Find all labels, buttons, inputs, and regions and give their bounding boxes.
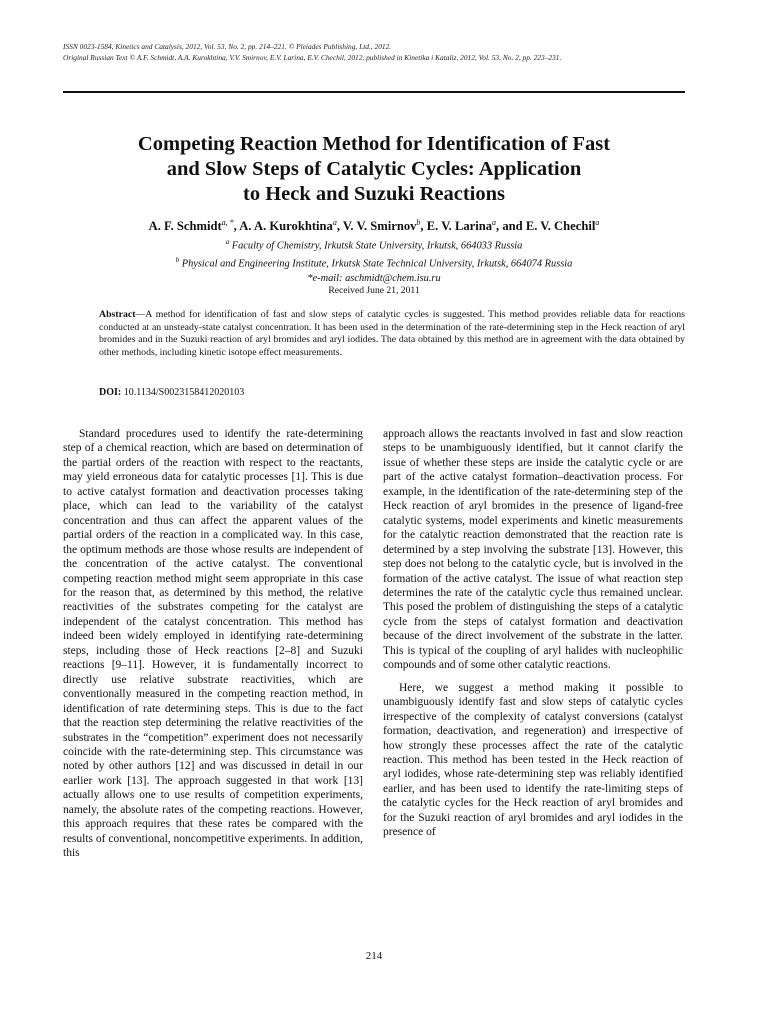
author-affil-mark: a bbox=[332, 218, 337, 227]
author-name: E. V. Larina bbox=[426, 219, 493, 234]
page-number: 214 bbox=[365, 950, 383, 962]
author-separator: , bbox=[336, 219, 343, 234]
author-affil-mark: a bbox=[492, 218, 497, 227]
author-affil-mark: a bbox=[595, 218, 600, 227]
abstract-text: —A method for identification of fast and slow steps of catalytic cycles is suggested. This method provides reliable data for reactions conducted at an unsteady-state catalyst concentration. It has been used in the determination of the rate-determining step in the Heck reaction of aryl bromides and in the Suzuki reaction of aryl bromides and aryl iodides. The data obtained by this method are in agreement with the data obtained by other methods, including kinetic isotope effect measurements. bbox=[99, 309, 685, 358]
affiliation-a-mark: a bbox=[225, 238, 230, 246]
journal-citation-line: ISSN 0023-1584, Kinetics and Catalysis, 2012, Vol. 53, No. 2, pp. 214–221. © Pleiades Publishing, Ltd., 2012. bbox=[63, 42, 392, 51]
corresponding-email: *e-mail: aschmidt@chem.isu.ru bbox=[307, 272, 441, 284]
author-list bbox=[63, 215, 685, 234]
doi-value: 10.1134/S0023158412020103 bbox=[121, 387, 245, 398]
title-line-2: and Slow Steps of Catalytic Cycles: Application bbox=[166, 158, 582, 180]
journal-header bbox=[63, 41, 703, 63]
body-paragraph: Here, we suggest a method making it possible to unambiguously identify fast and slow steps of catalytic cycles irrespective of the complexity of catalyst conversions (catalyst formation, deactivation, and regeneration) and irrespective of how strongly these processes affect the rate of the catalytic reaction. This method has been tested in the Heck reaction of aryl iodides, whose rate-determining step was reliably identified earlier, and has been used to identify the rate-limiting steps of the catalytic cycles for the Heck reaction of aryl bromides and for the Suzuki reaction of aryl bromides and aryl iodides in the presence of bbox=[383, 681, 683, 839]
affiliation-a bbox=[63, 235, 685, 253]
author-separator: , bbox=[420, 219, 427, 234]
affiliation-b-mark: b bbox=[175, 256, 180, 265]
body-paragraph: approach allows the reactants involved in fast and slow reaction steps to be unambiguously identified, but it cannot clarify the issue of whether these steps are inside the catalytic cycle or are part of the active catalyst formation–deactivation process. For example, in the identification of the rate-determining step of the Heck reaction of aryl bromides in the presence of ligand-free catalytic systems, model experiments and kinetic measurements for the catalytic reaction demonstrated that the reaction rate is determined by a step involving the substrate [13]. However, this step does not belong to the catalytic cycle, but is involved in the formation of the active catalyst. The issue of what reaction step determines the rate of the catalytic cycle thus remained unclear. This posed the problem of distinguishing the steps of a catalytic cycle from the steps of catalyst formation and deactivation because of the direct involvement of the substrate in the latter. This is typical of the coupling of aryl halides with nucleophilic compounds and of some other catalytic reactions. bbox=[383, 428, 683, 672]
affiliation-a-text: Faculty of Chemistry, Irkutsk State University, Irkutsk, 664033 Russia bbox=[231, 240, 523, 252]
author-name: A. A. Kurokhtina bbox=[239, 219, 333, 234]
author-name: V. V. Smirnov bbox=[342, 219, 417, 234]
author-name: E. V. Chechil bbox=[525, 219, 596, 234]
body-column-right bbox=[383, 427, 683, 840]
author-separator: , and bbox=[496, 219, 526, 234]
author-affil-mark: b bbox=[416, 218, 421, 227]
doi bbox=[99, 386, 685, 399]
body-paragraph: Standard procedures used to identify the rate-determining step of a chemical reaction, which are based on determination of the partial orders of the reaction with respect to the reactants, may yield erroneous data for catalytic processes [1]. This is due to active catalyst formation and deactivation processes taking place, which can lead to the variability of the catalyst concentration and thus can affect the apparent values of the partial orders of the reaction in a complicated way. In this case, the optimum methods are those whose results are independent of the concentration of the active catalyst. The conventional competing reaction method might seem appropriate in this case for the reason that, as determined by this method, the relative reactivities of the substrates competing for the catalyst are independent of the catalyst concentration. This method has indeed been widely employed in identifying rate-determining steps, including those of Heck reactions [2–8] and Suzuki reactions [9–11]. However, it is fundamentally incorrect to directly use relative substrate reactivities, which are conventionally measured in the competing reaction method, in identification of rate determining steps. This is due to the fact that the reaction step determining the relative reactivities of the substrates in the “competition” experiment does not necessarily coincide with the rate-determining step. This circumstance was noted by other authors [12] and was discussed in detail in our earlier work [13]. The approach suggested in that work [13] actually allows one to use results of competition experiments, namely, the absolute rates of the competing reactions. However, this approach requires that these rates be compared with the results of conventional, noncompetitive experiments. In addition, this bbox=[63, 428, 363, 860]
affiliation-b bbox=[63, 253, 685, 271]
author-separator: , bbox=[233, 219, 240, 234]
title-line-1: Competing Reaction Method for Identification of Fast bbox=[137, 133, 611, 155]
affiliation-b-text: Physical and Engineering Institute, Irkutsk State Technical University, Irkutsk, 664074 Russia bbox=[181, 258, 573, 270]
body-column-left bbox=[63, 427, 363, 861]
title-line-3: to Heck and Suzuki Reactions bbox=[243, 183, 505, 205]
abstract bbox=[99, 309, 685, 359]
author-affil-mark: a, * bbox=[221, 218, 234, 227]
abstract-label: Abstract bbox=[99, 309, 136, 320]
article-title bbox=[63, 132, 685, 207]
affiliations bbox=[63, 235, 685, 286]
doi-label: DOI: bbox=[99, 387, 122, 398]
received-date: Received June 21, 2011 bbox=[328, 285, 420, 296]
original-text-line: Original Russian Text © A.F. Schmidt, A.A. Kurokhtina, V.V. Smirnov, E.V. Larina, E.V. Chechil, 2012, published in Kinetika i Kataliz, 2012, Vol. 53, No. 2, pp. 223–231. bbox=[63, 53, 562, 62]
author-name: A. F. Schmidt bbox=[148, 219, 222, 234]
header-rule bbox=[63, 91, 685, 93]
